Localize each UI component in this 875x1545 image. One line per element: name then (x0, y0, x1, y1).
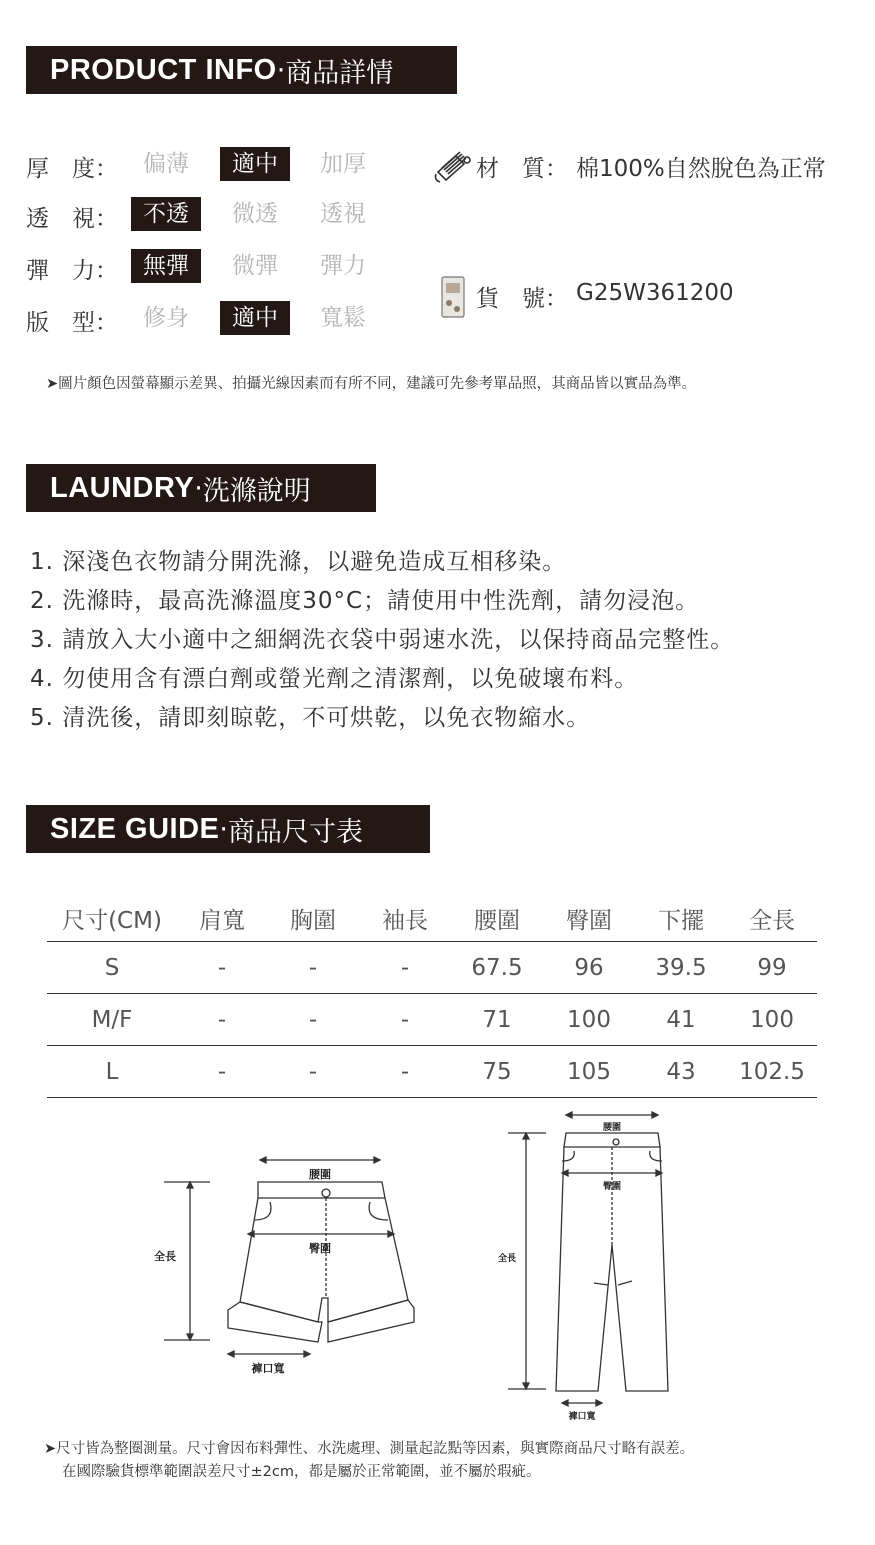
shorts-diagram (150, 1150, 430, 1380)
sku-value: G25W361200 (576, 280, 734, 306)
col-header: 臀圍 (566, 907, 612, 934)
size-table-cell: 39.5 (635, 942, 727, 994)
col-header: 下擺 (658, 907, 704, 934)
product-info-title-zh: 商品詳情 (285, 57, 394, 89)
size-table-cell: - (267, 942, 359, 994)
laundry-title-zh: 洗滌說明 (202, 475, 311, 507)
color-disclaimer-note: ➤圖片顏色因螢幕顯示差異、拍攝光線因素而有所不同，建議可先參考單品照，其商品皆以實品為準。 (46, 376, 697, 392)
hip-label: 臀圍 (309, 1242, 331, 1255)
size-table-cell: M/F (47, 994, 177, 1046)
attribute-option: 加厚 (320, 151, 366, 177)
col-header: 尺寸(CM) (62, 907, 162, 934)
size-table-cell: 43 (635, 1046, 727, 1098)
col-header: 全長 (749, 907, 795, 934)
col-header: 腰圍 (474, 907, 520, 934)
size-table-cell: 67.5 (451, 942, 543, 994)
attribute-option-selected: 不透 (131, 197, 201, 231)
hip-label: 臀圍 (602, 1182, 622, 1192)
attribute-option-selected: 適中 (220, 301, 290, 335)
laundry-header (26, 464, 376, 512)
attribute-option: 寬鬆 (320, 305, 366, 331)
size-table-row (47, 994, 817, 1046)
size-guide-title-zh: 商品尺寸表 (227, 816, 363, 848)
size-table-row (47, 942, 817, 994)
size-table-cell: 100 (543, 994, 635, 1046)
size-table-cell: L (47, 1046, 177, 1098)
col-header: 胸圍 (290, 907, 336, 934)
sku-label: 貨 號： (476, 286, 568, 312)
length-label: 全長 (154, 1250, 176, 1263)
attribute-option: 微透 (232, 201, 278, 227)
size-guide-title-en: SIZE GUIDE (50, 812, 220, 845)
attribute-option: 微彈 (232, 253, 278, 279)
size-table-cell: 99 (727, 942, 817, 994)
attribute-label: 厚 度： (26, 156, 118, 182)
attribute-option-selected: 無彈 (131, 249, 201, 283)
size-table-cell: 102.5 (727, 1046, 817, 1098)
size-table-cell: - (359, 942, 451, 994)
header-separator: · (219, 813, 228, 845)
attribute-option-selected: 適中 (220, 147, 290, 181)
size-table (47, 895, 817, 1098)
size-table-cell: - (177, 994, 267, 1046)
size-table-cell: 41 (635, 994, 727, 1046)
laundry-item: 1. 深淺色衣物請分開洗滌，以避免造成互相移染。 (30, 549, 567, 575)
header-separator: · (194, 472, 203, 504)
size-guide-header (26, 805, 430, 853)
attribute-option: 偏薄 (143, 151, 189, 177)
product-info-title-en: PRODUCT INFO (50, 53, 277, 86)
attribute-option: 修身 (143, 305, 189, 331)
size-table-cell: - (267, 1046, 359, 1098)
attribute-label: 彈 力： (26, 258, 118, 284)
pants-diagram (490, 1105, 690, 1425)
material-label: 材 質： (476, 156, 568, 182)
header-separator: · (276, 54, 286, 86)
size-table-cell: 96 (543, 942, 635, 994)
laundry-item: 2. 洗滌時，最高洗滌溫度30°C；請使用中性洗劑，請勿浸泡。 (30, 588, 700, 614)
hem-label: 褲口寬 (251, 1362, 285, 1375)
size-table-cell: - (177, 1046, 267, 1098)
attribute-label: 版 型： (26, 310, 118, 336)
attribute-option: 彈力 (320, 253, 366, 279)
waist-label: 腰圍 (309, 1168, 331, 1181)
product-info-header (26, 46, 457, 94)
size-table-header-row (47, 895, 817, 942)
size-table-cell: - (177, 942, 267, 994)
tag-icon (440, 275, 466, 319)
size-note-line2: 在國際驗貨標準範圍誤差尺寸±2cm，都是屬於正常範圍，並不屬於瑕疵。 (62, 1464, 541, 1480)
size-table-cell: 105 (543, 1046, 635, 1098)
col-header: 肩寬 (199, 907, 245, 934)
laundry-item: 5. 清洗後，請即刻晾乾，不可烘乾，以免衣物縮水。 (30, 705, 591, 731)
material-value: 棉100%自然脫色為正常 (576, 156, 826, 182)
laundry-title-en: LAUNDRY (50, 471, 195, 504)
laundry-item: 3. 請放入大小適中之細網洗衣袋中弱速水洗，以保持商品完整性。 (30, 627, 735, 653)
size-table-cell: 100 (727, 994, 817, 1046)
col-header: 袖長 (382, 907, 428, 934)
size-table-cell: 75 (451, 1046, 543, 1098)
size-table-cell: - (359, 994, 451, 1046)
size-table-cell: - (267, 994, 359, 1046)
thread-spool-icon (434, 150, 472, 184)
attribute-option: 透視 (320, 201, 366, 227)
waist-label: 腰圍 (602, 1123, 622, 1133)
size-table-cell: S (47, 942, 177, 994)
length-label: 全長 (498, 1254, 517, 1264)
size-note-line1: ➤尺寸皆為整圈測量。尺寸會因布料彈性、水洗處理、測量起訖點等因素，與實際商品尺寸略有誤差。 (44, 1441, 695, 1457)
size-table-cell: 71 (451, 994, 543, 1046)
size-table-cell: - (359, 1046, 451, 1098)
hem-label: 褲口寬 (568, 1412, 596, 1422)
attribute-label: 透 視： (26, 206, 118, 232)
size-table-row (47, 1046, 817, 1098)
laundry-item: 4. 勿使用含有漂白劑或螢光劑之清潔劑，以免破壞布料。 (30, 666, 639, 692)
